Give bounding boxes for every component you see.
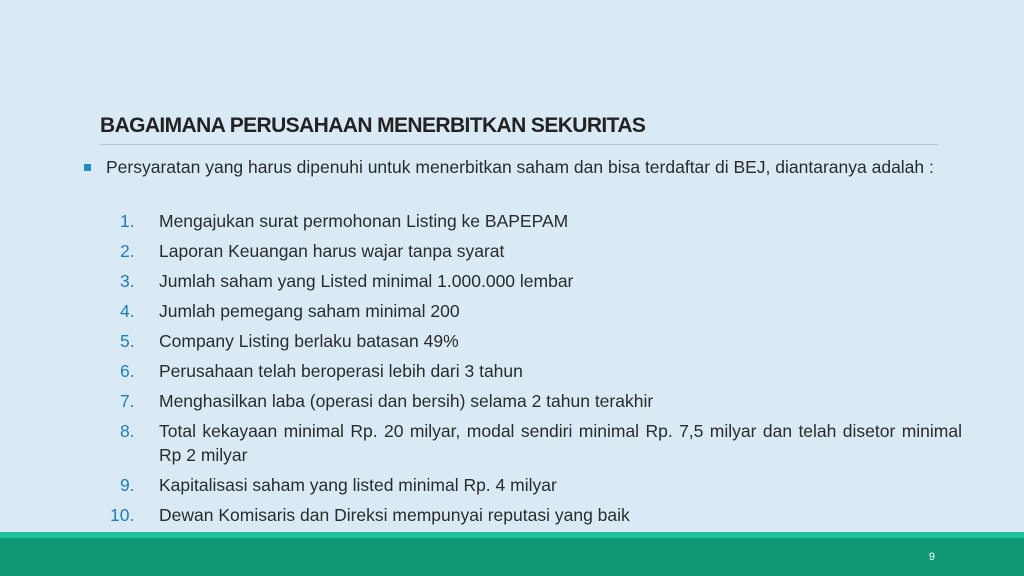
list-item <box>110 299 962 323</box>
list-item <box>110 329 962 353</box>
list-item <box>110 419 962 467</box>
square-bullet-icon <box>84 164 91 171</box>
list-item-number: 6. <box>120 361 135 381</box>
list-item-text: Jumlah saham yang Listed minimal 1.000.000 lembar <box>159 271 574 291</box>
list-item-number: 8. <box>120 421 135 441</box>
list-item <box>110 209 962 233</box>
slide-title: BAGAIMANA PERUSAHAAN MENERBITKAN SEKURITAS <box>100 114 646 137</box>
list-item-text: Laporan Keuangan harus wajar tanpa syarat <box>159 241 505 261</box>
list-item-text: Mengajukan surat permohonan Listing ke BAPEPAM <box>159 211 569 231</box>
list-item <box>110 359 962 383</box>
list-item-number: 4. <box>120 301 135 321</box>
list-item <box>110 503 962 527</box>
list-item-text: Menghasilkan laba (operasi dan bersih) selama 2 tahun terakhir <box>159 391 654 411</box>
list-item <box>110 389 962 413</box>
list-item-number: 10. <box>110 505 135 525</box>
list-item-text: Company Listing berlaku batasan 49% <box>159 331 459 351</box>
list-item-number: 1. <box>120 211 135 231</box>
list-item-number: 5. <box>120 331 135 351</box>
intro-paragraph: Persyaratan yang harus dipenuhi untuk menerbitkan saham dan bisa terdaftar di BEJ, diantaranya adalah : <box>106 157 934 177</box>
footer-bar <box>0 538 1024 576</box>
list-item <box>110 239 962 263</box>
list-item-number: 3. <box>120 271 135 291</box>
list-item-number: 2. <box>120 241 135 261</box>
list-item-text: Dewan Komisaris dan Direksi mempunyai reputasi yang baik <box>159 505 630 525</box>
title-divider <box>100 144 938 145</box>
list-item-text: Total kekayaan minimal Rp. 20 milyar, modal sendiri minimal Rp. 7,5 milyar dan telah disetor minimal Rp 2 milyar <box>159 421 962 465</box>
list-item <box>110 473 962 497</box>
page-number: 9 <box>928 551 935 563</box>
list-item-number: 7. <box>120 391 135 411</box>
list-item <box>110 269 962 293</box>
list-item-text: Kapitalisasi saham yang listed minimal Rp. 4 milyar <box>159 475 557 495</box>
list-item-text: Perusahaan telah beroperasi lebih dari 3 tahun <box>159 361 523 381</box>
list-item-number: 9. <box>120 475 135 495</box>
list-item-text: Jumlah pemegang saham minimal 200 <box>159 301 460 321</box>
requirements-list <box>110 209 962 533</box>
